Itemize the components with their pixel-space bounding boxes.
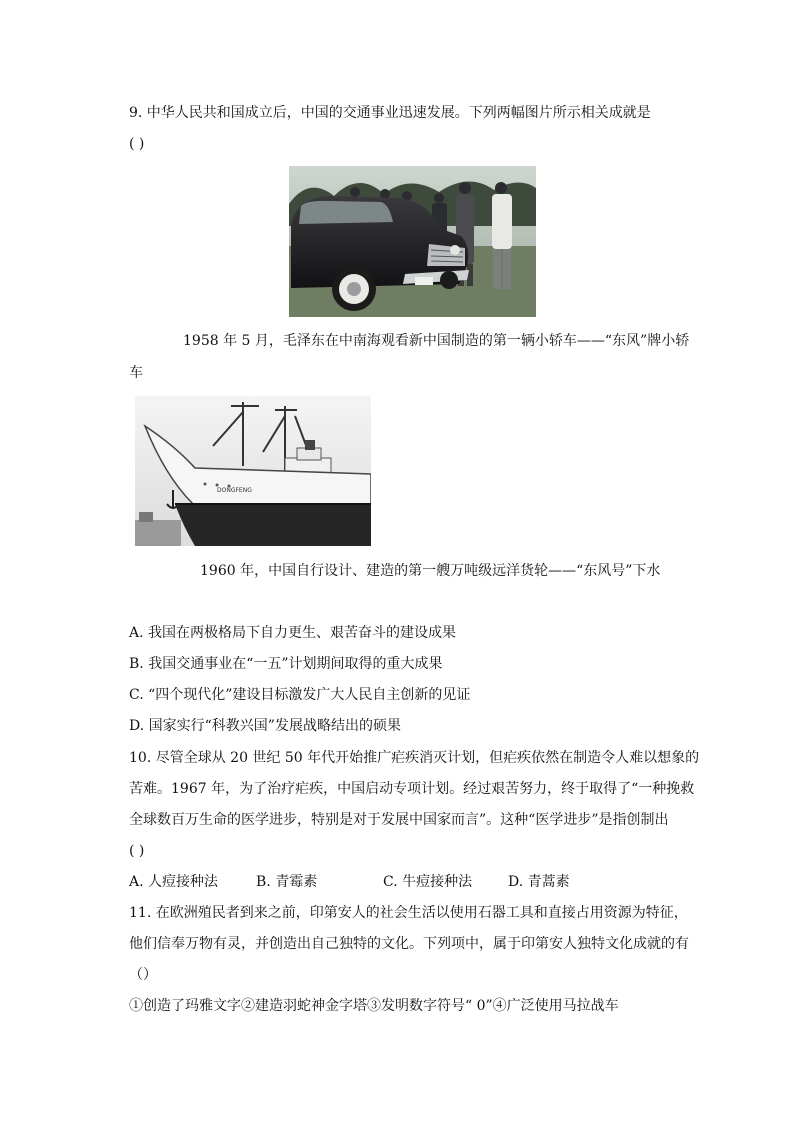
ship-name-text: DONGFENG	[217, 487, 252, 494]
q9-stem-line1: 9. 中华人民共和国成立后，中国的交通事业迅速发展。下列两幅图片所示相关成就是	[129, 105, 651, 121]
q9-option-b[interactable]: B. 我国交通事业在“一五”计划期间取得的重大成果	[129, 656, 443, 672]
q9-answer-blank: ( )	[129, 136, 145, 152]
ship-photo	[135, 396, 371, 546]
q10-option-c[interactable]: C. 牛痘接种法	[383, 874, 473, 890]
q11-answer-blank: （）	[129, 967, 157, 983]
q10-option-b[interactable]: B. 青霉素	[256, 874, 318, 890]
q10-option-a[interactable]: A. 人痘接种法	[129, 874, 219, 890]
ship-photo-caption: 1960 年，中国自行设计、建造的第一艘万吨级远洋货轮——“东风号”下水	[200, 563, 661, 579]
q10-answer-blank: ( )	[129, 843, 145, 859]
q10-stem-line3: 全球数百万生命的医学进步，特别是对于发展中国家而言”。这种“医学进步”是指创制出	[129, 812, 669, 828]
car-photo	[289, 166, 536, 317]
q11-stem-line2: 他们信奉万物有灵，并创造出自己独特的文化。下列项中，属于印第安人独特文化成就的有	[129, 936, 689, 952]
q10-stem-line1: 10. 尽管全球从 20 世纪 50 年代开始推广疟疾消灭计划，但疟疾依然在制造令人难以想象的	[129, 750, 700, 766]
q11-items: ①创造了玛雅文字②建造羽蛇神金字塔③发明数字符号“ 0”④广泛使用马拉战车	[129, 998, 619, 1014]
q9-option-c[interactable]: C. “四个现代化”建设目标激发广大人民自主创新的见证	[129, 687, 471, 703]
car-photo-caption: 1958 年 5 月，毛泽东在中南海观看新中国制造的第一辆小轿车——“东风”牌小轿	[183, 333, 690, 349]
q10-stem-line2: 苦难。1967 年，为了治疗疟疾，中国启动专项计划。经过艰苦努力，终于取得了“一种挽救	[129, 781, 695, 797]
q10-option-d[interactable]: D. 青蒿素	[508, 874, 570, 890]
car-photo-caption-wrap: 车	[129, 365, 143, 381]
q9-option-d[interactable]: D. 国家实行“科教兴国”发展战略结出的硕果	[129, 718, 401, 734]
ship-photo-graphic	[135, 396, 371, 546]
car-photo-graphic	[289, 166, 536, 317]
q11-stem-line1: 11. 在欧洲殖民者到来之前，印第安人的社会生活以使用石器工具和直接占用资源为特征，	[129, 905, 688, 921]
q9-option-a[interactable]: A. 我国在两极格局下自力更生、艰苦奋斗的建设成果	[129, 625, 457, 641]
